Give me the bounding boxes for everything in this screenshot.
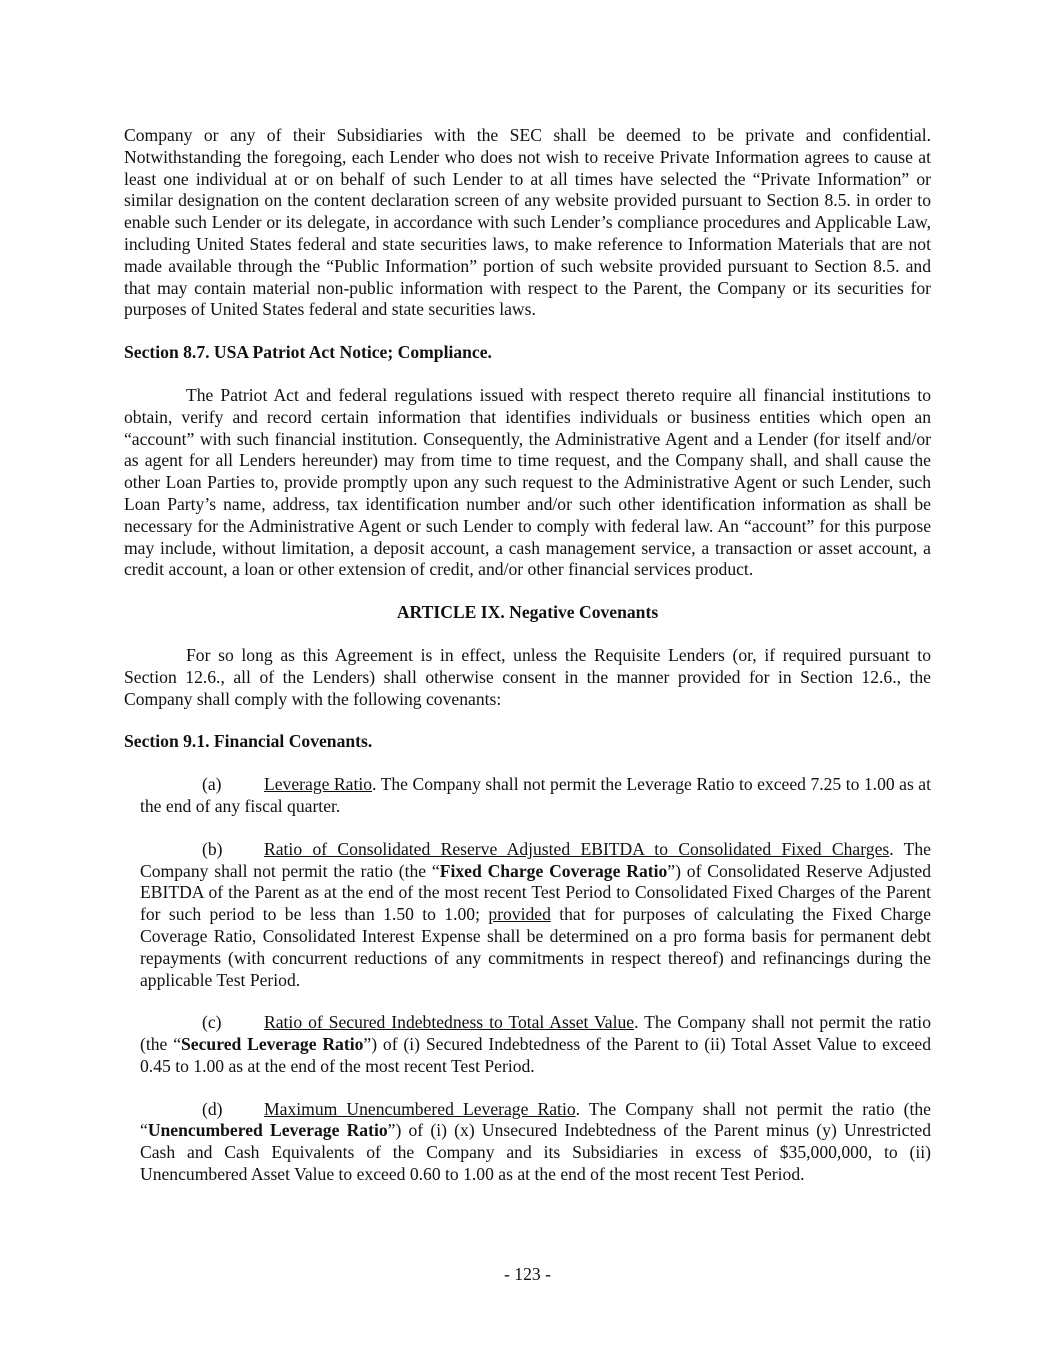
covenant-a-title: Leverage Ratio	[264, 774, 373, 795]
covenant-b-title: Ratio of Consolidated Reserve Adjusted EBITDA to Consolidated Fixed Charges	[264, 838, 890, 859]
covenant-c-title: Ratio of Secured Indebtedness to Total Asset Value	[264, 1012, 635, 1033]
section-8-7-body: The Patriot Act and federal regulations issued with respect thereto require all financial institutions to obtain, verify and record certain information that identifies individuals or business entities which open an “account” with such financial institution. Consequently, the Administrative Agent and a Lender (for itself and/or as agent for all Lenders hereunder) may from time to time request, and the Company shall, and shall cause the other Loan Parties to, provide promptly upon any such request to the Administrative Agent or such Lender, such Loan Party’s name, address, tax identification number and/or such other identification information as shall be necessary for the Administrative Agent or such Lender to comply with federal law. An “account” for this purpose may include, without limitation, a deposit account, a cash management service, a transaction or asset account, a credit account, a loan or other extension of credit, and/or other financial services product.	[124, 384, 931, 580]
paragraph-private-information: Company or any of their Subsidiaries with the SEC shall be deemed to be private and confidential. Notwithstanding the foregoing, each Lender who does not wish to receive Private Information agrees to cause at least one individual at or on behalf of such Lender to at all times have selected the “Private Information” or similar designation on the content declaration screen of any website provided pursuant to Section 8.5. in order to enable such Lender or its delegate, in accordance with such Lender’s compliance procedures and Applicable Law, including United States federal and state securities laws, to make reference to Information Materials that are not made available through the “Public Information” portion of such website provided pursuant to Section 8.5. and that may contain material non-public information with respect to the Parent, the Company or its securities for purposes of United States federal and state securities laws.	[124, 125, 931, 320]
covenant-a	[140, 774, 931, 818]
article-ix-intro: For so long as this Agreement is in effect, unless the Requisite Lenders (or, if required pursuant to Section 12.6., all of the Lenders) shall otherwise consent in the manner provided for in Section 12.6., the Company shall comply with the following covenants:	[124, 644, 931, 709]
section-9-1-heading: Section 9.1. Financial Covenants.	[124, 731, 373, 752]
covenant-c	[140, 1012, 931, 1077]
covenant-a-label: (a)	[202, 774, 222, 795]
covenant-b	[140, 839, 931, 992]
covenant-c-text-1: . The Company shall not permit the ratio (the “	[140, 1012, 931, 1055]
covenant-b-label: (b)	[202, 838, 223, 859]
covenant-b-provided: provided	[488, 904, 551, 925]
document-page	[124, 125, 931, 1186]
covenant-b-text-1: . The Company shall not permit the ratio (the “	[140, 838, 931, 881]
covenant-c-label: (c)	[202, 1012, 222, 1033]
page-number: - 123 -	[504, 1264, 551, 1284]
covenant-d-defined-term: Unencumbered Leverage Ratio	[147, 1120, 388, 1141]
covenant-d	[140, 1099, 931, 1186]
covenant-b-text-3: that for purposes of calculating the Fixed Charge Coverage Ratio, Consolidated Interest Expense shall be determined on a pro forma basis for permanent debt repayments (with concurrent reductions of any commitments in respect thereof) and refinancings during the applicable Test Period.	[140, 904, 931, 990]
section-8-7-heading: Section 8.7. USA Patriot Act Notice; Compliance.	[124, 342, 492, 363]
covenant-a-text: . The Company shall not permit the Leverage Ratio to exceed 7.25 to 1.00 as at the end of any fiscal quarter.	[140, 774, 932, 816]
covenant-d-title: Maximum Unencumbered Leverage Ratio	[264, 1098, 576, 1119]
covenant-d-text-1: . The Company shall not permit the ratio (the “	[140, 1098, 931, 1141]
covenant-d-label: (d)	[202, 1098, 223, 1119]
covenant-b-text-2: ”) of Consolidated Reserve Adjusted EBITDA of the Parent as at the end of the most recent Test Period to Consolidated Fixed Charges of the Parent for such period to be less than 1.50 to 1.00;	[140, 860, 931, 925]
covenant-d-text-2: ”) of (i) (x) Unsecured Indebtedness of the Parent minus (y) Unrestricted Cash and Cash Equivalents of the Company and its Subsidiaries in excess of $35,000,000, to (ii) Unencumbered Asset Value to exceed 0.60 to 1.00 as at the end of the most recent Test Period.	[140, 1120, 931, 1185]
covenant-c-defined-term: Secured Leverage Ratio	[181, 1034, 364, 1055]
covenant-b-defined-term: Fixed Charge Coverage Ratio	[439, 860, 668, 881]
article-ix-title: ARTICLE IX. Negative Covenants	[396, 602, 659, 623]
covenant-c-text-2: ”) of (i) Secured Indebtedness of the Parent to (ii) Total Asset Value to exceed 0.45 to 1.00 as at the end of the most recent Test Period.	[140, 1034, 931, 1076]
